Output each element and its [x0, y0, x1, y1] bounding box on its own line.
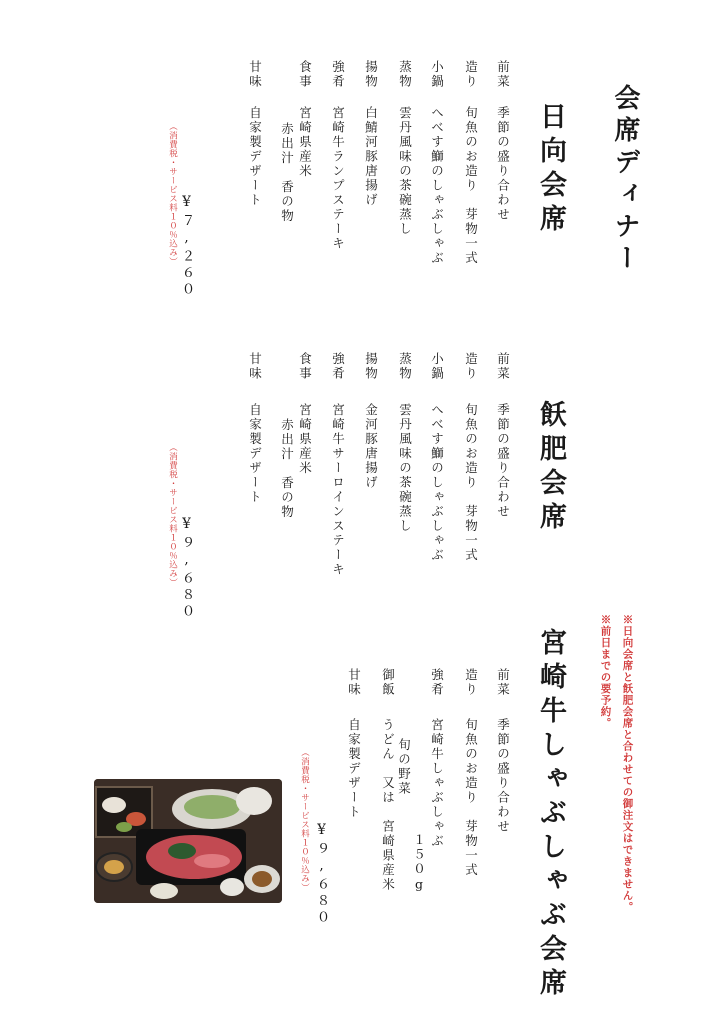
note-no-mixing: ※日向会席と飫肥会席と合わせての御注文はできません。: [621, 614, 634, 913]
course-label: 甘味: [247, 60, 263, 89]
course-label: 御飯: [380, 668, 396, 697]
course-label: 食事: [297, 352, 313, 381]
course-label: 造り: [463, 60, 479, 89]
course-label: 強肴: [429, 668, 445, 697]
dish-text: 宮崎県産米: [297, 106, 313, 179]
course-label: 揚物: [363, 352, 379, 381]
course-label: 小鍋: [429, 60, 445, 89]
tax-note: （消費税・サービス料１０％込み）: [167, 443, 178, 587]
course-label: 強肴: [330, 60, 346, 89]
dish-text: 宮崎牛ランプステーキ: [330, 106, 346, 251]
dish-text: うどん 又は 宮崎県産米: [380, 718, 396, 892]
dish-text: 宮崎牛しゃぶしゃぶ: [429, 718, 445, 849]
course-label: 甘味: [346, 668, 362, 697]
course-label: 前菜: [495, 668, 511, 697]
dish-text: へべす鰤のしゃぶしゃぶ: [429, 106, 445, 266]
dish-text: 旬魚のお造り 芽物一式: [463, 403, 479, 563]
price: ¥９,６８０: [178, 516, 195, 620]
course-label: 蒸物: [397, 60, 413, 89]
dish-text: 自家製デザート: [247, 106, 263, 208]
dish-text: 旬魚のお造り 芽物一式: [463, 718, 479, 878]
dish-text: 季節の盛り合わせ: [495, 403, 511, 519]
course-label: 食事: [297, 60, 313, 89]
course-title-obi: 飫肥会席: [535, 400, 566, 536]
dish-text: 金河豚唐揚げ: [363, 403, 379, 490]
dish-text: 宮崎県産米: [297, 403, 313, 476]
dish-text: 季節の盛り合わせ: [495, 718, 511, 834]
dish-text: 自家製デザート: [247, 403, 263, 505]
dish-text: 旬の野菜: [396, 738, 412, 796]
dish-text: 季節の盛り合わせ: [495, 106, 511, 222]
course-label: 前菜: [495, 352, 511, 381]
dish-text: 旬魚のお造り 芽物一式: [463, 106, 479, 266]
dish-text: 赤出汁 香の物: [279, 122, 295, 224]
course-title-shabu: 宮崎牛しゃぶしゃぶ会席: [535, 628, 566, 1002]
dish-text: 赤出汁 香の物: [279, 418, 295, 520]
dish-text: 雲丹風味の茶碗蒸し: [397, 403, 413, 534]
course-label: 前菜: [495, 60, 511, 89]
course-label: 甘味: [247, 352, 263, 381]
dish-text: 雲丹風味の茶碗蒸し: [397, 106, 413, 237]
tax-note: （消費税・サービス料１０％込み）: [167, 122, 178, 266]
tax-note: （消費税・サービス料１０％込み）: [299, 748, 310, 892]
price: ¥７,２６０: [178, 194, 195, 298]
course-label: 蒸物: [397, 352, 413, 381]
page-title: 会席ディナー: [610, 84, 640, 276]
course-label: 小鍋: [429, 352, 445, 381]
course-label: 造り: [463, 352, 479, 381]
course-label: 揚物: [363, 60, 379, 89]
note-reservation: ※前日までの要予約。: [599, 614, 612, 729]
course-title-hyuga: 日向会席: [535, 102, 566, 238]
dish-text: 宮崎牛サーロインステーキ: [330, 403, 346, 577]
dish-text: 白鯖河豚唐揚げ: [363, 106, 379, 208]
course-label: 強肴: [330, 352, 346, 381]
dish-text: １５０g: [411, 833, 427, 894]
kaiseki-photo: [94, 779, 282, 903]
course-label: 造り: [463, 668, 479, 697]
dish-text: へべす鰤のしゃぶしゃぶ: [429, 403, 445, 563]
dish-text: 自家製デザート: [346, 718, 362, 820]
price: ¥９,６８０: [313, 822, 330, 926]
